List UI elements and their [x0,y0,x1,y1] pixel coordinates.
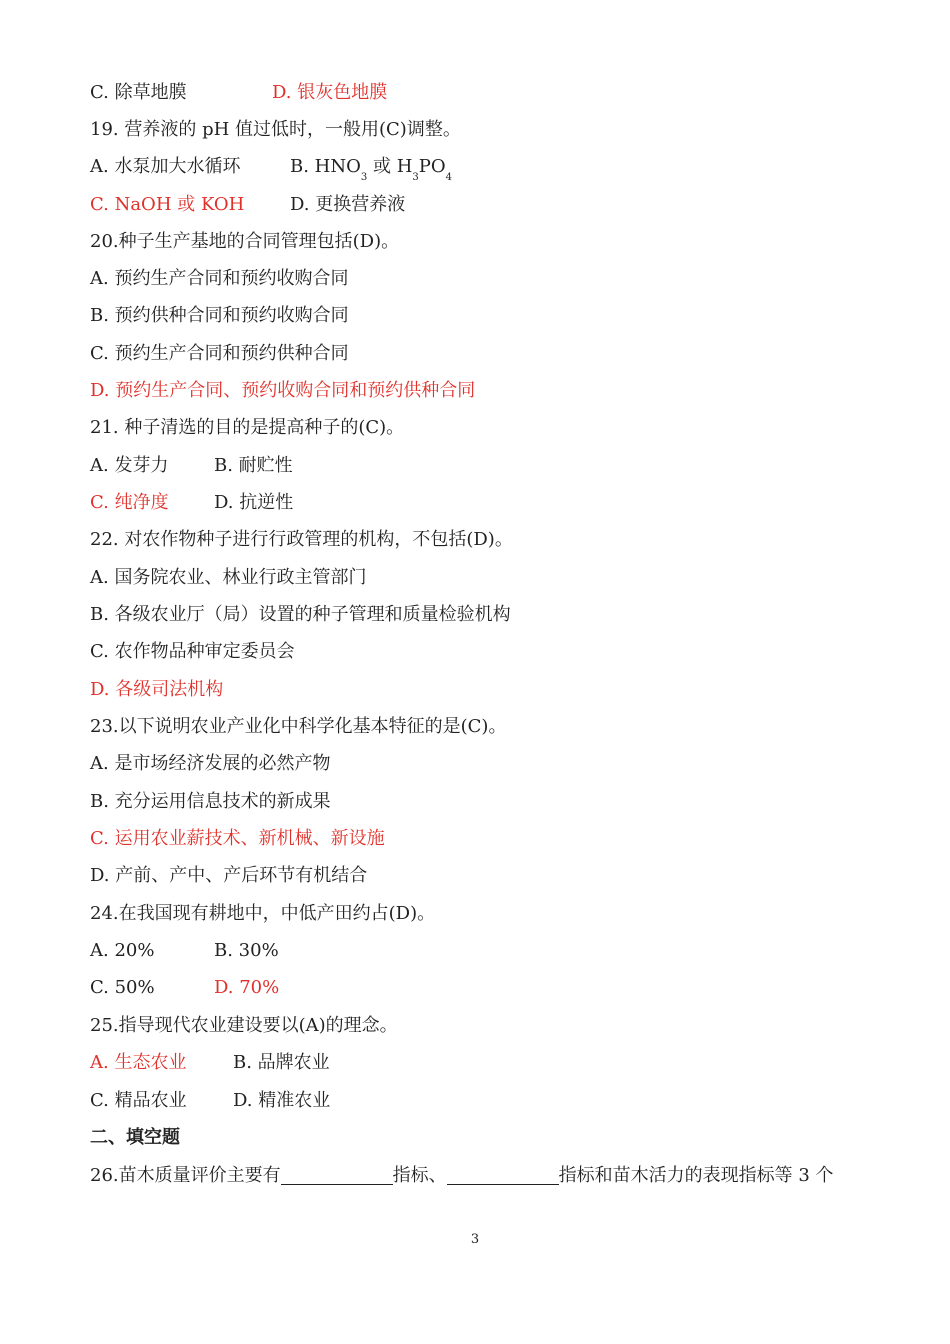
q26-blank-2 [447,1162,559,1185]
q22-option-b: B. 各级农业厅（局）设置的种子管理和质量检验机构 [90,604,511,625]
q21-option-b: B. 耐贮性 [214,455,293,476]
q25-stem: 25.指导现代农业建设要以(A)的理念。 [90,1015,398,1036]
section-heading-fill-in: 二、填空题 [90,1127,180,1148]
q18-options-cd [90,78,387,108]
q22-option-d-answer: D. 各级司法机构 [90,679,224,700]
q21-option-a: A. 发芽力 [90,455,169,476]
q20-option-d-answer: D. 预约生产合同、预约收购合同和预约供种合同 [90,380,476,401]
q26-stem: 26.苗木质量评价主要有 指标、 指标和苗木活力的表现指标等 3 个 [90,1161,834,1191]
q26-blank-1 [281,1162,393,1185]
q19-option-d: D. 更换营养液 [290,194,406,215]
q21-option-c-answer: C. 纯净度 [90,492,169,513]
q18-option-d-answer: D. 银灰色地膜 [272,82,388,103]
q20-option-c: C. 预约生产合同和预约供种合同 [90,343,349,364]
q24-option-d-answer: D. 70% [214,977,280,998]
q22-stem: 22. 对农作物种子进行行政管理的机构，不包括(D)。 [90,529,513,550]
q24-option-a: A. 20% [90,940,155,961]
q20-stem: 20.种子生产基地的合同管理包括(D)。 [90,231,400,252]
q19-option-c-answer: C. NaOH 或 KOH [90,194,245,215]
q19-options-ab [90,152,452,182]
q24-option-b: B. 30% [214,940,279,961]
q21-options-ab [90,451,293,481]
q24-option-c: C. 50% [90,977,155,998]
q20-option-a: A. 预约生产合同和预约收购合同 [90,268,349,289]
q21-stem: 21. 种子清选的目的是提高种子的(C)。 [90,417,405,438]
q21-options-cd [90,488,293,518]
q19-options-cd [90,190,405,220]
q23-option-d: D. 产前、产中、产后环节有机结合 [90,865,368,886]
q24-options-cd [90,973,279,1003]
q19-option-a: A. 水泵加大水循环 [90,156,241,177]
q24-options-ab [90,936,279,966]
q23-option-b: B. 充分运用信息技术的新成果 [90,791,331,812]
q22-option-c: C. 农作物品种审定委员会 [90,641,295,662]
q25-option-a-answer: A. 生态农业 [90,1052,187,1073]
q25-option-d: D. 精准农业 [233,1090,331,1111]
q25-option-c: C. 精品农业 [90,1090,187,1111]
q25-option-b: B. 品牌农业 [233,1052,330,1073]
q18-option-c: C. 除草地膜 [90,82,187,103]
page-number: 3 [470,1232,480,1247]
q25-options-cd [90,1086,330,1116]
q19-option-b: B. $HNO_3$ 或 $H_3PO_4$ [290,156,453,183]
q21-option-d: D. 抗逆性 [214,492,294,513]
q23-stem: 23.以下说明农业产业化中科学化基本特征的是(C)。 [90,716,507,737]
q22-option-a: A. 国务院农业、林业行政主管部门 [90,567,367,588]
q23-option-c-answer: C. 运用农业薪技术、新机械、新设施 [90,828,385,849]
q23-option-a: A. 是市场经济发展的必然产物 [90,753,331,774]
q24-stem: 24.在我国现有耕地中，中低产田约占(D)。 [90,903,436,924]
q20-option-b: B. 预约供种合同和预约收购合同 [90,305,349,326]
q25-options-ab [90,1048,330,1078]
q19-stem: 19. 营养液的 pH 值过低时，一般用(C)调整。 [90,119,461,140]
